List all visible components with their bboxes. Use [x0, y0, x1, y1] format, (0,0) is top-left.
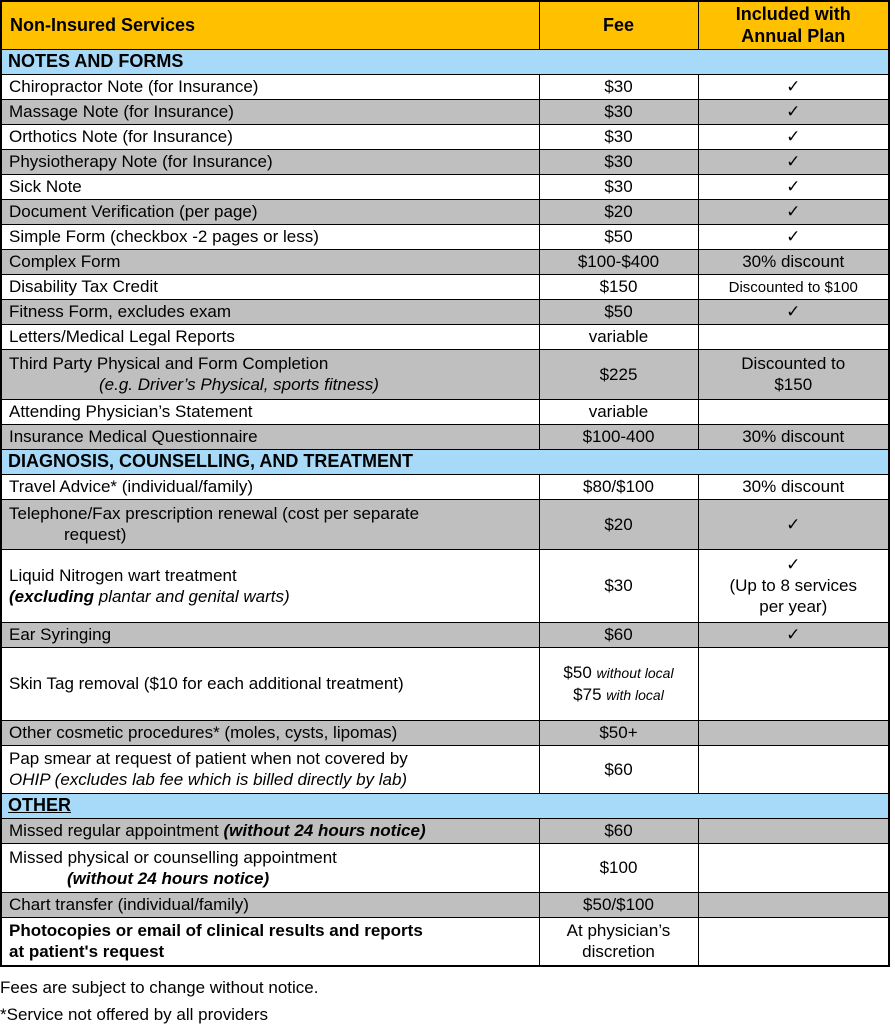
inc-cell [698, 622, 889, 647]
text-segment: at patient's request [9, 942, 165, 962]
fee-cell [539, 149, 698, 174]
fee-line [546, 126, 692, 147]
service-cell [1, 843, 539, 892]
inc-line [705, 514, 883, 535]
table-row [1, 199, 889, 224]
inc-cell [698, 917, 889, 966]
text-segment: $50 [604, 302, 633, 321]
text-segment: OHIP (excludes lab fee which is billed directly by lab) [9, 770, 408, 789]
checkmark-icon: ✓ [786, 152, 801, 171]
text-segment: Liquid Nitrogen wart treatment [9, 565, 237, 585]
inc-line [705, 176, 883, 197]
service-line [9, 894, 533, 915]
inc-line [705, 596, 883, 617]
fee-line [546, 662, 692, 684]
inc-cell [698, 399, 889, 424]
text-segment: Third Party Physical and Form Completion [9, 354, 329, 373]
inc-cell [698, 124, 889, 149]
service-cell [1, 499, 539, 549]
service-cell [1, 99, 539, 124]
service-line [9, 76, 533, 97]
table-row [1, 74, 889, 99]
fee-cell [539, 174, 698, 199]
fee-line [546, 301, 692, 322]
service-line [9, 476, 533, 497]
service-line [9, 276, 533, 297]
section-cell [1, 449, 889, 474]
section-cell [1, 49, 889, 74]
fee-line [546, 857, 692, 878]
service-cell [1, 424, 539, 449]
service-line [9, 226, 533, 247]
table-row [1, 622, 889, 647]
service-line [9, 301, 533, 322]
table-row [1, 818, 889, 843]
fee-line [546, 624, 692, 645]
fee-line [546, 401, 692, 422]
text-segment: $60 [604, 625, 633, 644]
checkmark-icon: ✓ [786, 302, 801, 321]
text-segment: Insurance Medical Questionnaire [9, 427, 258, 446]
column-header-fee: Fee [539, 1, 698, 49]
service-line [9, 353, 533, 374]
fee-line [546, 514, 692, 535]
text-segment: Massage Note (for Insurance) [9, 102, 234, 121]
text-segment: Telephone/Fax prescription renewal (cost per separate [9, 504, 420, 523]
fee-cell [539, 720, 698, 745]
service-line [9, 920, 533, 941]
fee-line [546, 364, 692, 385]
text-segment: Skin Tag removal ($10 for each additional treatment) [9, 674, 404, 693]
column-header-included: Included with Annual Plan [698, 1, 889, 49]
service-cell [1, 274, 539, 299]
fee-cell [539, 99, 698, 124]
table-row [1, 274, 889, 299]
table-row [1, 224, 889, 249]
fee-line [546, 684, 692, 706]
inc-cell [698, 499, 889, 549]
inc-line [705, 426, 883, 447]
service-cell [1, 199, 539, 224]
service-cell [1, 174, 539, 199]
service-line [9, 101, 533, 122]
footnotes [0, 974, 895, 1028]
inc-line [705, 151, 883, 172]
text-segment: variable [588, 327, 649, 346]
service-cell [1, 399, 539, 424]
text-segment: discretion [582, 942, 655, 962]
fee-cell [539, 349, 698, 399]
text-segment: 30% discount [742, 477, 845, 496]
service-line [9, 176, 533, 197]
inc-cell [698, 99, 889, 124]
section-row [1, 793, 889, 818]
text-segment: (e.g. Driver’s Physical, sports fitness) [99, 375, 379, 394]
text-segment: per year) [759, 597, 828, 616]
fee-cell [539, 818, 698, 843]
checkmark-icon: ✓ [786, 77, 801, 96]
service-line [9, 126, 533, 147]
text-segment: Discounted to $100 [728, 278, 858, 296]
text-segment: $30 [604, 77, 633, 96]
footnote-fees-change: Fees are subject to change without notice. [0, 978, 319, 997]
fee-cell [539, 299, 698, 324]
text-segment: $100-400 [582, 427, 655, 446]
fee-cell [539, 399, 698, 424]
text-segment: Chiropractor Note (for Insurance) [9, 77, 259, 96]
text-segment: 30% discount [742, 427, 845, 446]
text-segment: (excluding [9, 586, 95, 606]
service-line [9, 941, 533, 962]
fee-cell [539, 224, 698, 249]
text-segment: Attending Physician’s Statement [9, 402, 253, 421]
inc-cell [698, 424, 889, 449]
text-segment: Photocopies or email of clinical results and reports [9, 921, 423, 941]
text-segment: (without 24 hours notice) [67, 868, 270, 888]
inc-line [705, 353, 883, 374]
text-segment: Letters/Medical Legal Reports [9, 327, 235, 346]
text-segment: without local [596, 664, 674, 681]
inc-cell [698, 892, 889, 917]
fee-cell [539, 745, 698, 793]
service-cell [1, 647, 539, 720]
text-segment: request) [64, 525, 127, 544]
text-segment: Fitness Form, excludes exam [9, 302, 232, 321]
inc-cell [698, 474, 889, 499]
service-line [9, 524, 533, 545]
table-row [1, 474, 889, 499]
fee-cell [539, 124, 698, 149]
service-cell [1, 474, 539, 499]
inc-line [705, 76, 883, 97]
inc-line [705, 575, 883, 596]
service-cell [1, 720, 539, 745]
checkmark-icon: ✓ [786, 625, 801, 644]
inc-cell [698, 249, 889, 274]
header-row [1, 1, 889, 49]
service-cell [1, 917, 539, 966]
text-segment: Ear Syringing [9, 625, 112, 644]
inc-line [705, 374, 883, 395]
service-line [9, 326, 533, 347]
service-cell [1, 549, 539, 622]
inc-cell [698, 818, 889, 843]
fee-line [546, 820, 692, 841]
text-segment: Orthotics Note (for Insurance) [9, 127, 233, 146]
fee-cell [539, 249, 698, 274]
service-line [9, 251, 533, 272]
section-title: OTHER [8, 795, 71, 815]
text-segment: $80/$100 [583, 477, 654, 496]
table-row [1, 299, 889, 324]
fee-line [546, 326, 692, 347]
inc-cell [698, 274, 889, 299]
service-cell [1, 224, 539, 249]
inc-cell [698, 720, 889, 745]
service-line [9, 586, 533, 607]
checkmark-icon: ✓ [786, 555, 801, 574]
text-segment: (without 24 hours notice) [223, 821, 426, 840]
service-line [9, 769, 533, 790]
service-cell [1, 249, 539, 274]
table-row [1, 149, 889, 174]
fee-line [546, 941, 692, 962]
section-row [1, 449, 889, 474]
text-segment: $75 [573, 684, 607, 704]
inc-cell [698, 843, 889, 892]
table-row [1, 843, 889, 892]
fee-cell [539, 74, 698, 99]
service-cell [1, 149, 539, 174]
table-row [1, 424, 889, 449]
inc-line [705, 301, 883, 322]
text-segment: Missed regular appointment [9, 821, 224, 840]
checkmark-icon: ✓ [786, 177, 801, 196]
inc-cell [698, 149, 889, 174]
text-segment: Discounted to [741, 354, 846, 373]
inc-line [705, 226, 883, 247]
text-segment: variable [588, 402, 649, 421]
text-segment: $20 [604, 514, 633, 534]
table-row [1, 549, 889, 622]
table-row [1, 249, 889, 274]
table-row [1, 324, 889, 349]
inc-line [705, 554, 883, 575]
service-line [9, 201, 533, 222]
service-line [9, 820, 533, 841]
text-segment: plantar and genital warts) [94, 586, 290, 606]
service-cell [1, 622, 539, 647]
text-segment: $50 [563, 662, 597, 682]
service-line [9, 151, 533, 172]
table-row [1, 892, 889, 917]
text-segment: Missed physical or counselling appointment [9, 847, 337, 867]
table-row [1, 720, 889, 745]
text-segment: Document Verification (per page) [9, 202, 258, 221]
fee-line [546, 426, 692, 447]
inc-line [705, 126, 883, 147]
service-line [9, 673, 533, 694]
checkmark-icon: ✓ [786, 127, 801, 146]
text-segment: Pap smear at request of patient when not covered by [9, 749, 408, 768]
inc-cell [698, 647, 889, 720]
text-segment: $225 [599, 364, 638, 384]
fee-cell [539, 549, 698, 622]
service-line [9, 868, 533, 889]
section-row [1, 49, 889, 74]
table-row [1, 745, 889, 793]
section-cell [1, 793, 889, 818]
inc-cell [698, 199, 889, 224]
column-header-service: Non-Insured Services [1, 1, 539, 49]
inc-cell [698, 174, 889, 199]
text-segment: Sick Note [9, 177, 82, 196]
service-cell [1, 299, 539, 324]
fee-line [546, 894, 692, 915]
text-segment: $50+ [599, 723, 638, 742]
service-cell [1, 818, 539, 843]
text-segment: (Up to 8 services [729, 576, 858, 595]
service-line [9, 565, 533, 586]
text-segment: Physiotherapy Note (for Insurance) [9, 152, 273, 171]
inc-line [705, 251, 883, 272]
text-segment: $50/$100 [583, 895, 654, 914]
table-row [1, 174, 889, 199]
fee-cell [539, 424, 698, 449]
fee-cell [539, 647, 698, 720]
fee-line [546, 722, 692, 743]
service-line [9, 426, 533, 447]
text-segment: Travel Advice* (individual/family) [9, 477, 254, 496]
table-row [1, 99, 889, 124]
fee-line [546, 276, 692, 297]
checkmark-icon: ✓ [786, 102, 801, 121]
table-row [1, 124, 889, 149]
text-segment: $30 [604, 177, 633, 196]
inc-cell [698, 745, 889, 793]
fee-cell [539, 917, 698, 966]
table-body [1, 49, 889, 966]
fee-line [546, 76, 692, 97]
fee-line [546, 476, 692, 497]
fee-cell [539, 274, 698, 299]
text-segment: $30 [604, 102, 633, 121]
inc-line [705, 201, 883, 222]
table-row [1, 399, 889, 424]
service-line [9, 722, 533, 743]
checkmark-icon: ✓ [786, 227, 801, 246]
text-segment: $30 [604, 152, 633, 171]
inc-cell [698, 324, 889, 349]
checkmark-icon: ✓ [786, 514, 801, 534]
fee-line [546, 176, 692, 197]
fee-cell [539, 474, 698, 499]
service-line [9, 503, 533, 524]
fee-cell [539, 622, 698, 647]
text-segment: 30% discount [742, 252, 845, 271]
fee-line [546, 151, 692, 172]
text-segment: $60 [604, 759, 633, 779]
fee-cell [539, 843, 698, 892]
service-cell [1, 745, 539, 793]
text-segment: $150 [599, 277, 638, 296]
inc-line [705, 276, 883, 298]
service-line [9, 748, 533, 769]
section-title: DIAGNOSIS, COUNSELLING, AND TREATMENT [8, 451, 413, 471]
text-segment: $100 [599, 858, 638, 877]
service-line [9, 401, 533, 422]
text-segment: Chart transfer (individual/family) [9, 895, 249, 914]
fee-line [546, 226, 692, 247]
service-cell [1, 349, 539, 399]
service-cell [1, 124, 539, 149]
footnote-service-asterisk: *Service not offered by all providers [0, 1005, 269, 1024]
fee-line [546, 201, 692, 222]
inc-cell [698, 349, 889, 399]
text-segment: $20 [604, 202, 633, 221]
section-title: NOTES AND FORMS [8, 51, 184, 71]
text-segment: Other cosmetic procedures* (moles, cysts, lipomas) [9, 723, 398, 742]
text-segment: $100-$400 [577, 252, 660, 271]
checkmark-icon: ✓ [786, 202, 801, 221]
fee-cell [539, 324, 698, 349]
table-row [1, 647, 889, 720]
fee-cell [539, 892, 698, 917]
fee-cell [539, 499, 698, 549]
fee-cell [539, 199, 698, 224]
fee-line [546, 251, 692, 272]
service-cell [1, 74, 539, 99]
inc-line [705, 624, 883, 645]
text-segment: Simple Form (checkbox -2 pages or less) [9, 227, 319, 246]
fee-line [546, 759, 692, 780]
table-row [1, 349, 889, 399]
service-line [9, 624, 533, 645]
inc-cell [698, 299, 889, 324]
inc-line [705, 101, 883, 122]
text-segment: Disability Tax Credit [9, 277, 158, 296]
text-segment: $50 [604, 227, 633, 246]
service-line [9, 847, 533, 868]
table-row [1, 917, 889, 966]
text-segment: $30 [604, 576, 633, 595]
inc-cell [698, 224, 889, 249]
service-line [9, 374, 533, 395]
fee-line [546, 920, 692, 941]
table-row [1, 499, 889, 549]
text-segment: $30 [604, 127, 633, 146]
inc-cell [698, 74, 889, 99]
fee-line [546, 575, 692, 596]
text-segment: $60 [604, 821, 633, 840]
text-segment: with local [606, 686, 664, 703]
service-cell [1, 892, 539, 917]
fee-line [546, 101, 692, 122]
text-segment: At physician’s [566, 921, 671, 941]
inc-line [705, 476, 883, 497]
inc-cell [698, 549, 889, 622]
service-cell [1, 324, 539, 349]
text-segment: $150 [774, 375, 813, 394]
text-segment: Complex Form [9, 252, 121, 271]
